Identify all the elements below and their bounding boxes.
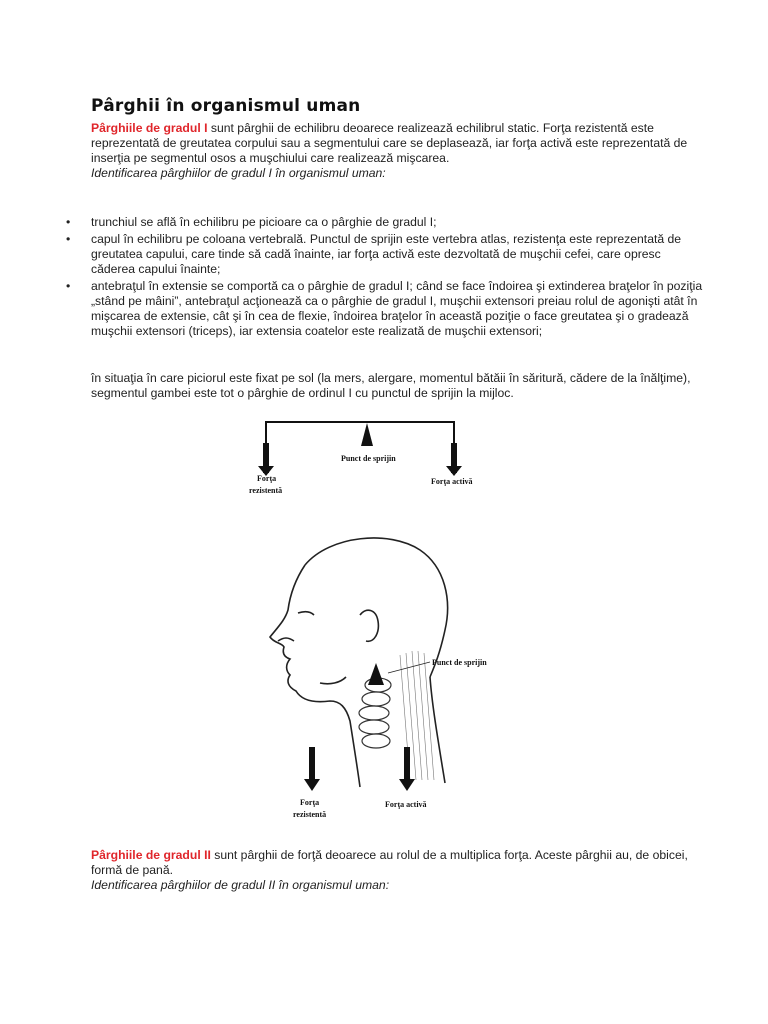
left-force-label-line1: Forţa	[300, 798, 320, 807]
list-item	[66, 279, 706, 339]
lever-beam	[265, 421, 455, 451]
fulcrum-label: Punct de sprijin	[432, 658, 487, 667]
list-item	[66, 232, 706, 277]
bullet-text: trunchiul se află în echilibru pe picioare ca o pârghie de gradul I;	[91, 215, 437, 229]
grade1-subtitle: Identificarea pârghiilor de gradul I în organismul uman:	[91, 166, 386, 180]
fulcrum-triangle	[361, 423, 373, 446]
grade1-text: sunt pârghii de echilibru deoarece realizează echilibrul static. Forţa rezistentă este reprezentată de greutatea corpului sau a segmentului care se deplasează, iar forţa activă este reprezentată de inserţia pe segmentul osos a muşchiului care realizează mişcarea.	[91, 121, 688, 165]
left-arrow	[258, 443, 274, 476]
grade2-paragraph	[91, 848, 691, 878]
grade1-paragraph	[91, 121, 691, 166]
grade1-heading: Pârghiile de gradul I	[91, 121, 208, 135]
list-item	[66, 215, 706, 230]
left-force-label-line2: rezistentă	[249, 486, 283, 495]
head-lever-illustration	[260, 525, 500, 825]
left-force-label-line1: Forţa	[257, 474, 277, 483]
fulcrum-label: Punct de sprijin	[341, 454, 396, 463]
right-force-label: Forţa activă	[385, 800, 427, 809]
right-force-label: Forţa activă	[431, 477, 473, 486]
bullet-marker: •	[66, 215, 71, 229]
lever-diagram	[249, 418, 495, 500]
right-arrow	[399, 747, 415, 791]
bullet-marker: •	[66, 279, 71, 293]
grade1-bullet-list	[66, 215, 706, 339]
bullet-text: capul în echilibru pe coloana vertebrală. Punctul de sprijin este vertebra atlas, rezistenţa este reprezentată de greutatea capului, care tinde să cadă înainte, iar forţa activă este dezvoltată de muşchii cefei, care opresc căderea capului înainte;	[91, 232, 682, 276]
grade2-text: sunt pârghii de forţă deoarece au rolul de a multiplica forţa. Aceste pârghii au, de obicei, formă de pană.	[91, 848, 688, 877]
bullet-text: antebraţul în extensie se comportă ca o pârghie de gradul I; când se face îndoirea şi extinderea braţelor în poziţia „stând pe mâini”, antebraţul acţionează ca o pârghie de gradul I, muşchii extensori preiau rolul de agonişti atât în mişcarea de extensie, cât şi în cea de flexie, îndoirea braţelor în această poziţie o face greutatea şi o gradează muşchii extensori (triceps), iar extensia coatelor este realizată de muşchii extensori;	[91, 279, 703, 338]
page-title: Pârghii în organismul uman	[91, 96, 361, 116]
left-arrow	[304, 747, 320, 791]
cervical-spine	[359, 678, 391, 748]
leg-paragraph: în situaţia în care piciorul este fixat pe sol (la mers, alergare, momentul bătăii în săritură, cădere de la înălţime), segmentul gambei este tot o pârghie de ordinul I cu punctul de sprijin la mijloc.	[91, 371, 691, 400]
grade2-subtitle: Identificarea pârghiilor de gradul II în organismul uman:	[91, 878, 390, 892]
fulcrum-pointer-line	[388, 662, 430, 673]
left-force-label-line2: rezistentă	[293, 810, 327, 819]
grade2-heading: Pârghiile de gradul II	[91, 848, 211, 862]
fulcrum-triangle	[368, 663, 384, 685]
bullet-marker: •	[66, 232, 71, 246]
head-outline	[270, 538, 448, 787]
right-arrow	[446, 443, 462, 476]
